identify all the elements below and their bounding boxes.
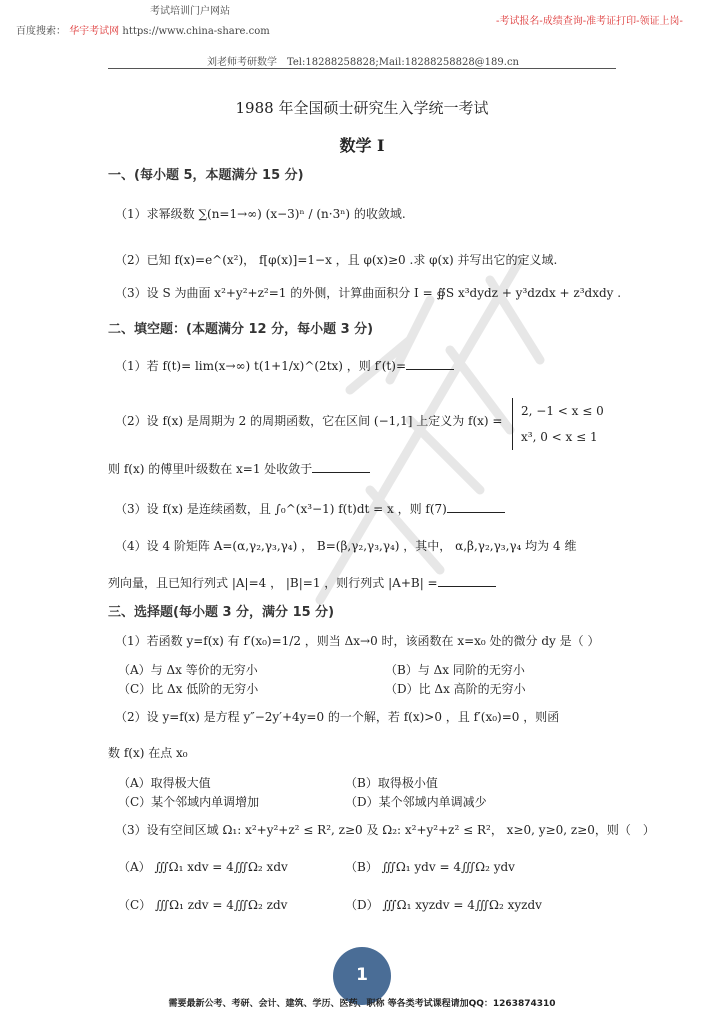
piecewise-definition bbox=[512, 398, 604, 450]
s3-q1-option-b: （B）与 Δx 同阶的无穷小 bbox=[385, 663, 525, 677]
s2-question-1 bbox=[115, 357, 454, 374]
answer-blank bbox=[447, 502, 505, 513]
s3-question-3: （3）设有空间区域 Ω₁: x²+y²+z² ≤ R², z≥0 及 Ω₂: x²+y²+z² ≤ R²， x≥0, y≥0, z≥0，则（ ） bbox=[115, 823, 655, 837]
s3-q3-option-d: （D） ∭Ω₁ xyzdv = 4∭Ω₂ xyzdv bbox=[345, 898, 542, 912]
page-title: 1988 年全国硕士研究生入学统一考试 bbox=[235, 99, 489, 117]
page-number-badge: 1 bbox=[333, 947, 391, 1005]
s3-question-1: （1）若函数 y=f(x) 有 f′(x₀)=1/2 ，则当 Δx→0 时，该函数在 x=x₀ 处的微分 dy 是（ ） bbox=[115, 634, 600, 648]
section-1-heading: 一、(每小题 5，本题满分 15 分) bbox=[108, 168, 304, 183]
s3-question-2-cont: 数 f(x) 在点 x₀ bbox=[108, 746, 188, 760]
page-subtitle: 数学 I bbox=[339, 136, 385, 155]
s2-question-2 bbox=[115, 412, 503, 429]
s2-question-4-cont bbox=[108, 574, 496, 591]
s3-q3-option-a: （A） ∭Ω₁ xdv = 4∭Ω₂ xdv bbox=[118, 860, 288, 874]
piecewise-case-2: x³, 0 < x ≤ 1 bbox=[521, 430, 598, 444]
s2-q1-text: （1）若 f(t)= lim(x→∞) t(1+1/x)^(2tx) ，则 f′(t)= bbox=[115, 359, 406, 373]
section-3-heading: 三、选择题(每小题 3 分，满分 15 分) bbox=[108, 605, 335, 620]
s3-q1-option-d: （D）比 Δx 高阶的无穷小 bbox=[385, 682, 526, 696]
portal-label: 考试培训门户网站 bbox=[150, 6, 230, 17]
s3-q3-option-c: （C） ∭Ω₁ zdv = 4∭Ω₂ zdv bbox=[118, 898, 288, 912]
s3-q1-option-c: （C）比 Δx 低阶的无穷小 bbox=[118, 682, 259, 696]
brand-name[interactable]: 华宇考试网 bbox=[69, 26, 120, 37]
s2-question-4: （4）设 4 阶矩阵 A=(α,γ₂,γ₃,γ₄) ， B=(β,γ₂,γ₃,γ₄) ，其中， α,β,γ₂,γ₃,γ₄ 均为 4 维 bbox=[115, 539, 577, 553]
piecewise-case-1: 2, −1 < x ≤ 0 bbox=[521, 404, 604, 418]
s1-question-1: （1）求幂级数 ∑(n=1→∞) (x−3)ⁿ / (n·3ⁿ) 的收敛域. bbox=[115, 207, 406, 221]
site-url[interactable]: https://www.china-share.com bbox=[122, 26, 270, 37]
footer-note: 需要最新公考、考研、会计、建筑、学历、医药、职称 等各类考试课程请加QQ：1263874310 bbox=[168, 999, 556, 1009]
s2-question-2-cont bbox=[108, 460, 370, 477]
contact-line: 刘老师考研数学 Tel:18288258828;Mail:18288258828@189.cn bbox=[207, 57, 519, 68]
s1-question-3: （3）设 S 为曲面 x²+y²+z²=1 的外侧，计算曲面积分 I = ∯S x³dydz + y³dzdx + z³dxdy . bbox=[115, 286, 622, 300]
answer-blank bbox=[312, 462, 370, 473]
s3-q3-option-b: （B） ∭Ω₁ ydv = 4∭Ω₂ ydv bbox=[345, 860, 515, 874]
s2-question-3 bbox=[115, 500, 505, 517]
search-line bbox=[16, 22, 270, 37]
search-label: 百度搜索： bbox=[16, 26, 66, 37]
s3-question-2: （2）设 y=f(x) 是方程 y″−2y′+4y=0 的一个解，若 f(x)>0 ，且 f′(x₀)=0 ，则函 bbox=[115, 710, 560, 724]
right-links[interactable]: -考试报名-成绩查询-准考证打印-领证上岗- bbox=[496, 16, 683, 27]
answer-blank bbox=[406, 359, 454, 370]
answer-blank bbox=[438, 576, 496, 587]
s3-q2-option-c: （C）某个邻域内单调增加 bbox=[118, 795, 260, 809]
s3-q2-option-b: （B）取得极小值 bbox=[345, 776, 438, 790]
s3-q2-option-d: （D）某个邻域内单调减少 bbox=[345, 795, 487, 809]
section-2-heading: 二、填空题：(本题满分 12 分，每小题 3 分) bbox=[108, 322, 374, 337]
s3-q2-option-a: （A）取得极大值 bbox=[118, 776, 211, 790]
s2-q3-text: （3）设 f(x) 是连续函数，且 ∫₀^(x³−1) f(t)dt = x ，则 f(7) bbox=[115, 502, 447, 516]
s2-q2-text: （2）设 f(x) 是周期为 2 的周期函数，它在区间 (−1,1] 上定义为 f(x) = bbox=[115, 414, 503, 428]
s1-question-2: （2）已知 f(x)=e^(x²)， f[φ(x)]=1−x ，且 φ(x)≥0 .求 φ(x) 并写出它的定义域. bbox=[115, 253, 558, 267]
s3-q1-option-a: （A）与 Δx 等价的无穷小 bbox=[118, 663, 258, 677]
s2-q4-cont-text: 列向量，且已知行列式 |A|=4 ， |B|=1 ，则行列式 |A+B| = bbox=[108, 576, 438, 590]
header-divider bbox=[108, 68, 616, 69]
s2-q2-cont-text: 则 f(x) 的傅里叶级数在 x=1 处收敛于 bbox=[108, 462, 313, 476]
